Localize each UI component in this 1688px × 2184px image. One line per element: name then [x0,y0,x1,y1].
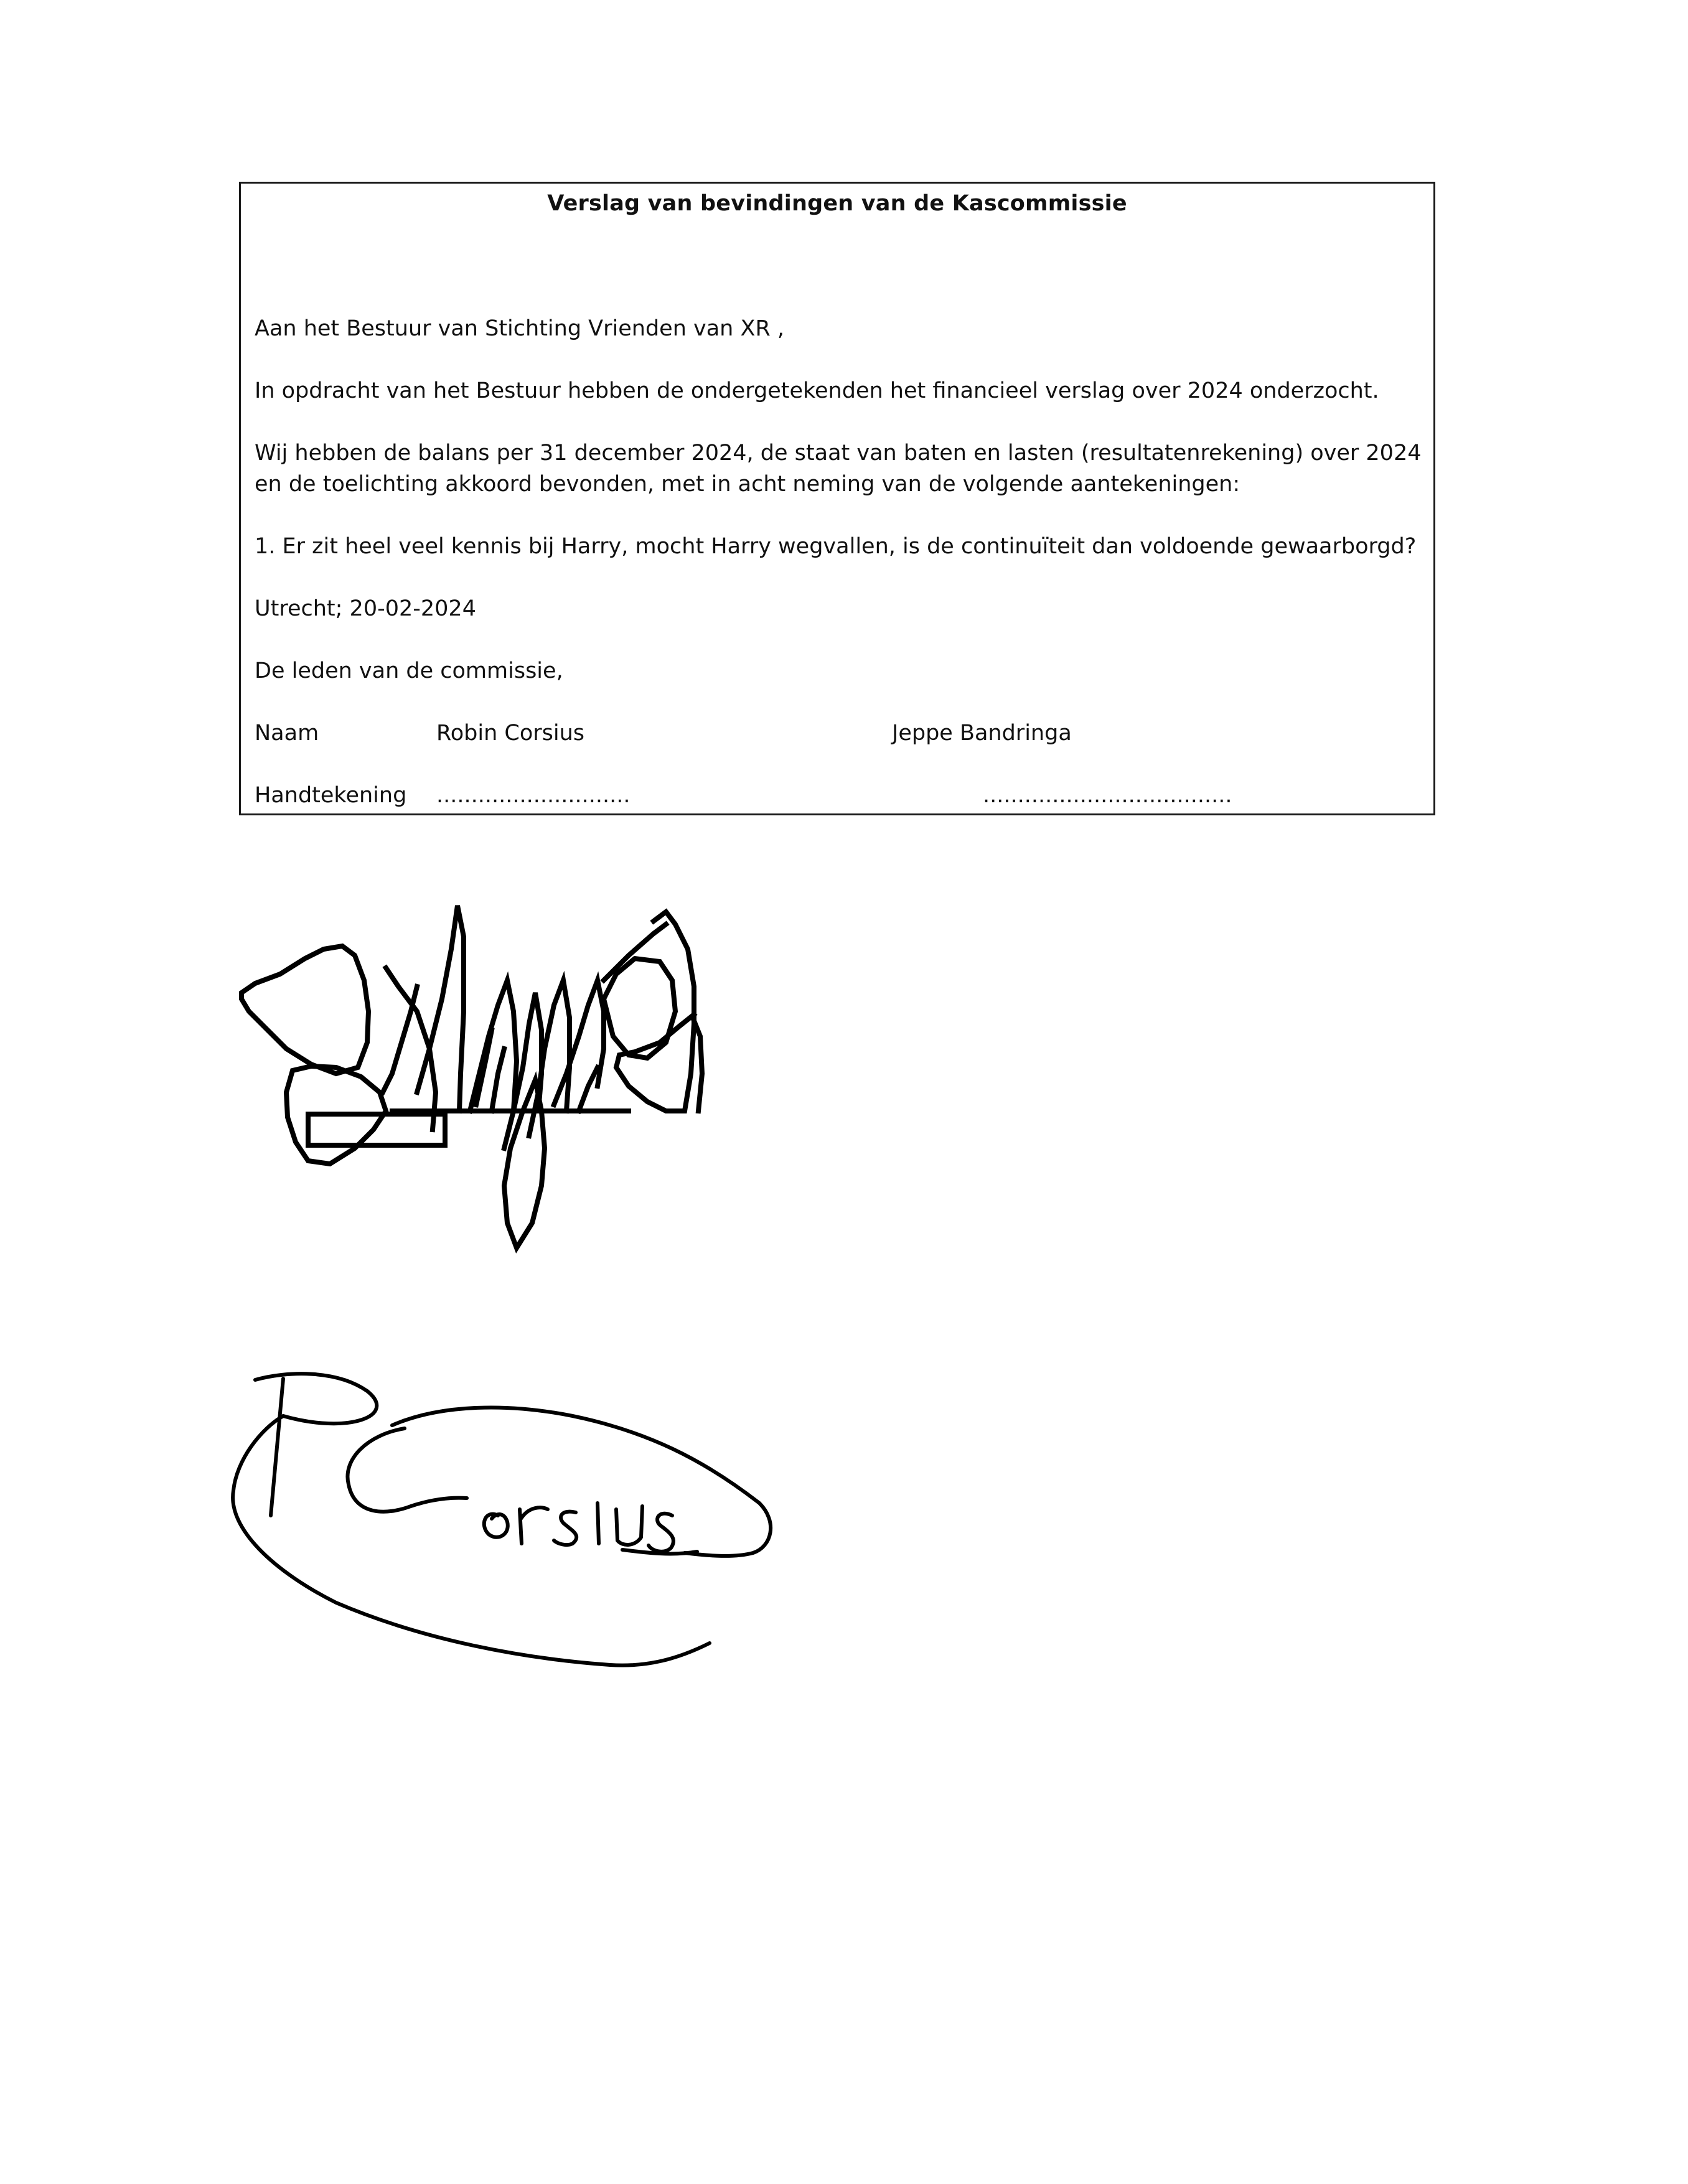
paragraph-approval-line2: en de toelichting akkoord bevonden, met in acht neming van de volgende aantekeningen: [255,472,1240,497]
place-date: Utrecht; 20-02-2024 [255,596,476,621]
salutation: Aan het Bestuur van Stichting Vrienden van XR , [255,316,785,341]
report-title: Verslag van bevindingen van de Kascommissie [547,191,1127,216]
member-name-robin: Robin Corsius [436,721,585,746]
report-box [239,182,1435,815]
paragraph-assignment: In opdracht van het Bestuur hebben de ondergetekenden het financieel verslag over 2024 onderzocht. [255,378,1379,403]
signature-line-robin: ............................ [436,783,631,808]
signature-line-jeppe: .................................... [983,783,1232,808]
corsius-signature [224,1366,784,1702]
members-intro: De leden van de commissie, [255,658,563,683]
member-name-jeppe: Jeppe Bandringa [892,721,1072,746]
scribble-signature [230,887,747,1254]
paragraph-approval-line1: Wij hebben de balans per 31 december 2024, de staat van baten en lasten (resultatenrekening) over 2024 [255,441,1422,466]
note-item: 1. Er zit heel veel kennis bij Harry, mocht Harry wegvallen, is de continuïteit dan voldoende gewaarborgd? [255,534,1417,559]
signature-label: Handtekening [255,783,407,808]
name-label: Naam [255,721,319,746]
